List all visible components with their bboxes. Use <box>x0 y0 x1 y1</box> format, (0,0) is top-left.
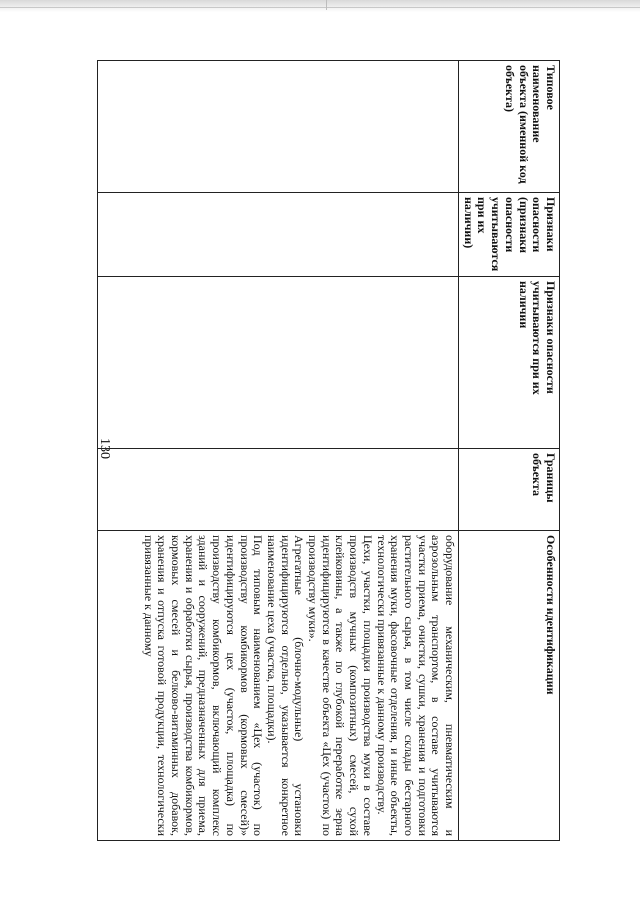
rotated-table-container <box>97 60 560 840</box>
cell-danger-signs-more <box>98 277 459 449</box>
header-danger-signs: Признаки опасности (признаки опасности учитываются при их наличии) <box>459 193 560 277</box>
page-number: 130 <box>97 438 112 459</box>
cell-object-name <box>98 61 459 193</box>
header-object-bounds: Границы объекта <box>459 449 560 531</box>
header-identification-features: Особенности идентификации <box>459 531 560 841</box>
cell-object-bounds <box>98 449 459 531</box>
identification-table <box>97 60 560 841</box>
features-paragraph: Агрегатные (блочно-модульные) установки идентифицируются отдельно, указывается конкретное наименование цеха (участка, площадки). <box>264 535 307 836</box>
features-paragraph: оборудование механическим, пневматическим и аэрозольным транспортом, в составе учитываются участки приема, очистки, сушки, хранения и подготовки растительного сырья, в том числе склады бестарного хранения муки, фасовочные отделения, и иные объекты, технологически привязанные к данному производству. <box>374 535 458 836</box>
scan-line <box>0 7 640 8</box>
features-paragraph: Под типовым наименованием «Цех (участок) по производству комбикормов (кормовых смесей)» идентифицируются цех (участок, площадка) по производству комбикормов, включающий комплекс зданий и сооружений, предназначенных для приема, хранения и обработки сырья, производства комбикормов, кормовых смесей и белково-витаминных добавок, хранения и отпуска готовой продукции, технологически привязанные к данному <box>141 535 266 836</box>
cell-identification-features <box>98 531 459 841</box>
features-paragraph: Цехи, участки, площадки производства муки в составе производств мучных (композитных) смесей, сухой клейковины, а также по глубокой переработке зерна идентифицируются в качестве объекта «Цех (участок) по производству муки». <box>306 535 375 836</box>
scan-mark <box>326 0 327 10</box>
table-row <box>98 61 459 841</box>
scan-edge <box>0 0 640 12</box>
cell-danger-signs <box>98 193 459 277</box>
table-header-row <box>459 61 560 841</box>
header-object-name: Типовое наименование объекта (именной код объекта) <box>459 61 560 193</box>
header-danger-signs-more: Признаки опасности учитываются при их наличии <box>459 277 560 449</box>
